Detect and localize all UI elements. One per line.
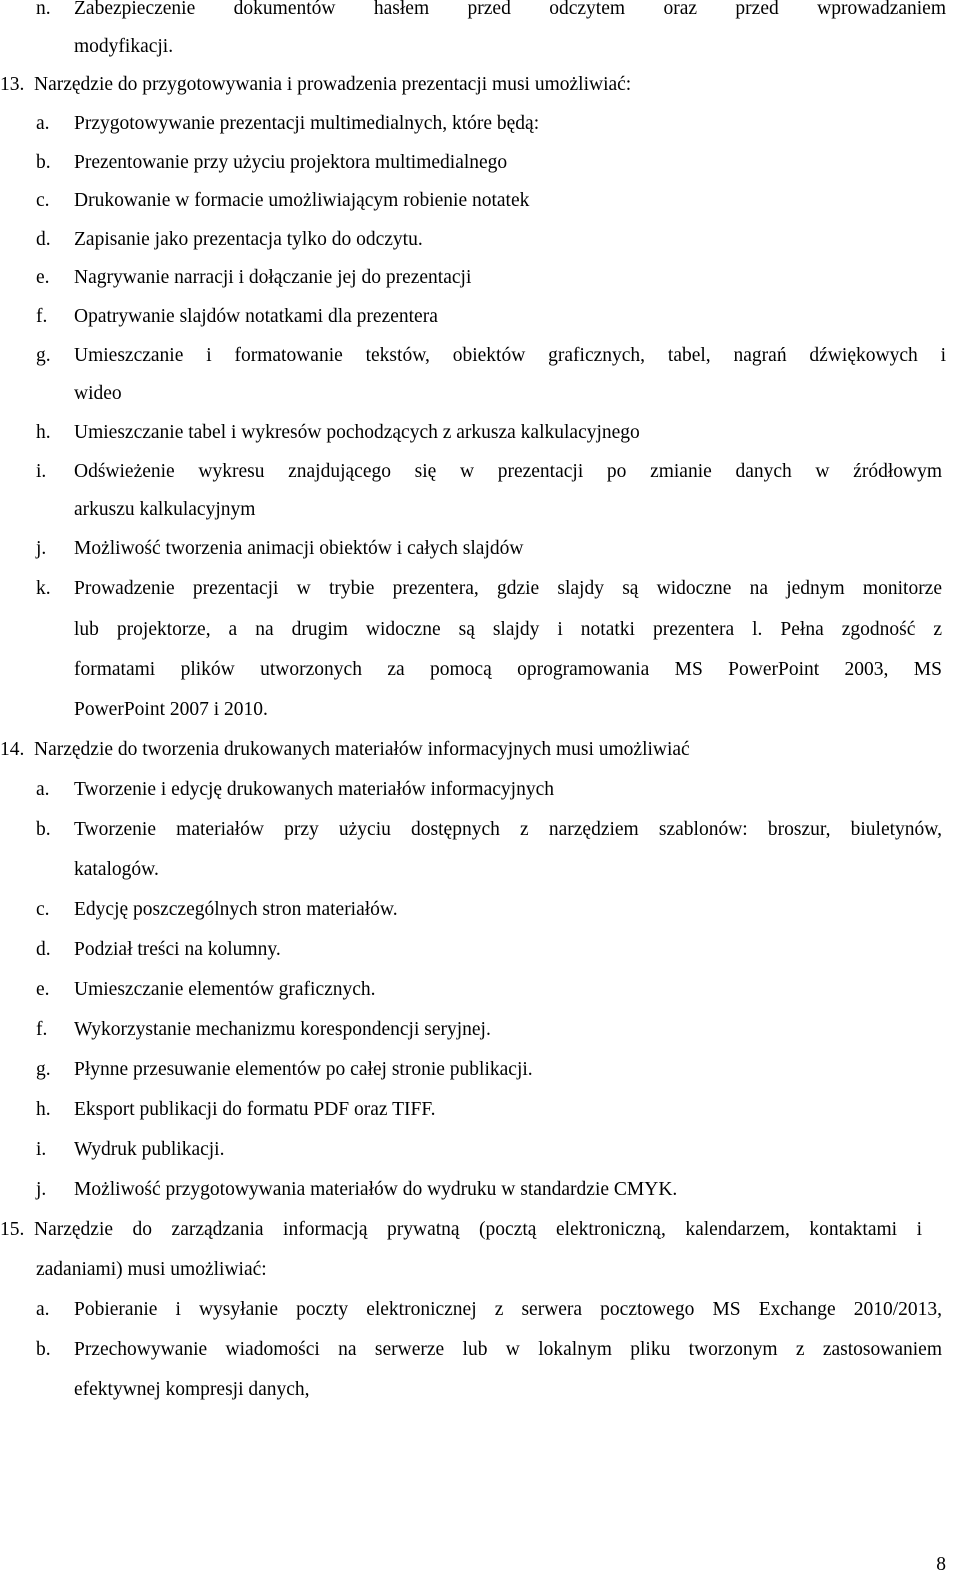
list-item-text: Tworzenie materiałów przy użyciu dostępnych z narzędziem szablonów: broszur, biuletynów,: [74, 819, 942, 840]
list-item-text: Prowadzenie prezentacji w trybie prezentera, gdzie slajdy są widoczne na jednym monitorze: [74, 578, 942, 599]
list-item-b: [36, 1338, 942, 1362]
list-item-h: [36, 1098, 436, 1122]
list-marker: i.: [36, 1139, 47, 1160]
list-item-text: Umieszczanie tabel i wykresów pochodzących z arkusza kalkulacyjnego: [74, 422, 640, 443]
list-marker: h.: [36, 422, 51, 443]
list-item-i: [36, 460, 942, 484]
list-marker: h.: [36, 1099, 51, 1120]
list-marker: a.: [36, 113, 50, 134]
list-item-d: [36, 228, 423, 252]
list-marker: j.: [36, 1179, 47, 1200]
list-item-text: Pobieranie i wysyłanie poczty elektronicznej z serwera pocztowego MS Exchange 2010/2013,: [74, 1299, 942, 1320]
section-number: 14.: [0, 739, 25, 760]
list-item-text: Zabezpieczenie dokumentów hasłem przed odczytem oraz przed wprowadzaniem: [74, 0, 946, 19]
page-number: 8: [936, 1554, 946, 1575]
section-heading-text: Narzędzie do przygotowywania i prowadzenia prezentacji musi umożliwiać:: [34, 74, 632, 95]
list-item-text: Umieszczanie elementów graficznych.: [74, 979, 376, 1000]
list-item-continuation: modyfikacji.: [74, 36, 174, 57]
section-number: 13.: [0, 74, 25, 95]
list-item-c: [36, 189, 529, 213]
section-13-heading: [0, 73, 631, 97]
list-marker: c.: [36, 899, 50, 920]
list-item-text: Przechowywanie wiadomości na serwerze lub w lokalnym pliku tworzonym z zastosowaniem: [74, 1339, 942, 1360]
list-item-text: Płynne przesuwanie elementów po całej stronie publikacji.: [74, 1059, 533, 1080]
list-item-text: Wykorzystanie mechanizmu korespondencji seryjnej.: [74, 1019, 491, 1040]
list-marker: k.: [36, 578, 51, 599]
section-heading-text: Narzędzie do tworzenia drukowanych materiałów informacyjnych musi umożliwiać: [34, 739, 690, 760]
list-marker: b.: [36, 152, 51, 173]
list-item-continuation: katalogów.: [74, 859, 159, 880]
list-item-c: [36, 898, 398, 922]
list-marker: n.: [36, 0, 51, 19]
list-item-continuation: formatami plików utworzonych za pomocą oprogramowania MS PowerPoint 2003, MS: [74, 659, 942, 680]
section-number: 15.: [0, 1219, 25, 1240]
section-heading-text: Narzędzie do zarządzania informacją prywatną (pocztą elektroniczną, kalendarzem, kontaktami i: [34, 1219, 922, 1240]
list-item-text: Tworzenie i edycję drukowanych materiałów informacyjnych: [74, 779, 554, 800]
list-item-b: [36, 151, 507, 175]
list-item-text: Drukowanie w formacie umożliwiającym robienie notatek: [74, 190, 530, 211]
section-14-heading: [0, 738, 690, 762]
list-item-a: [36, 778, 554, 802]
list-item-text: Możliwość tworzenia animacji obiektów i całych slajdów: [74, 538, 524, 559]
list-marker: e.: [36, 267, 50, 288]
list-item-f: [36, 1018, 491, 1042]
list-item-b: [36, 818, 942, 842]
list-marker: b.: [36, 1339, 51, 1360]
list-item-h: [36, 421, 640, 445]
list-item-text: Opatrywanie slajdów notatkami dla prezentera: [74, 306, 438, 327]
list-marker: b.: [36, 819, 51, 840]
list-item-g: [36, 344, 946, 368]
list-item-g: [36, 1058, 533, 1082]
list-marker: c.: [36, 190, 50, 211]
list-marker: j.: [36, 538, 47, 559]
list-marker: a.: [36, 779, 50, 800]
list-marker: e.: [36, 979, 50, 1000]
list-item-text: Odświeżenie wykresu znajdującego się w prezentacji po zmianie danych w źródłowym: [74, 461, 942, 482]
section-15-heading: [0, 1218, 922, 1242]
section-heading-continuation: zadaniami) musi umożliwiać:: [36, 1259, 267, 1280]
list-item-j: [36, 537, 523, 561]
list-item-continuation: PowerPoint 2007 i 2010.: [74, 699, 268, 720]
list-item-e: [36, 978, 376, 1002]
list-marker: i.: [36, 461, 47, 482]
list-item-continuation: efektywnej kompresji danych,: [74, 1379, 310, 1400]
list-item-i: [36, 1138, 224, 1162]
list-item-f: [36, 305, 438, 329]
list-marker: g.: [36, 1059, 51, 1080]
list-item-e: [36, 266, 471, 290]
list-item-k: [36, 577, 942, 601]
list-item-text: Eksport publikacji do formatu PDF oraz TIFF.: [74, 1099, 436, 1120]
list-item-text: Zapisanie jako prezentacja tylko do odczytu.: [74, 229, 423, 250]
list-item-text: Przygotowywanie prezentacji multimedialnych, które będą:: [74, 113, 540, 134]
list-item-text: Edycję poszczególnych stron materiałów.: [74, 899, 398, 920]
list-marker: d.: [36, 229, 51, 250]
list-item-text: Nagrywanie narracji i dołączanie jej do prezentacji: [74, 267, 472, 288]
list-item-a: [36, 1298, 942, 1322]
list-marker: a.: [36, 1299, 50, 1320]
list-item-text: Podział treści na kolumny.: [74, 939, 281, 960]
list-item-text: Wydruk publikacji.: [74, 1139, 225, 1160]
list-marker: f.: [36, 1019, 48, 1040]
list-item-a: [36, 112, 539, 136]
list-item-continuation: lub projektorze, a na drugim widoczne są slajdy i notatki prezentera l. Pełna zgodność z: [74, 619, 942, 640]
list-item-n: [36, 0, 946, 21]
list-item-continuation: arkuszu kalkulacyjnym: [74, 499, 256, 520]
list-marker: g.: [36, 345, 51, 366]
list-item-text: Możliwość przygotowywania materiałów do wydruku w standardzie CMYK.: [74, 1179, 678, 1200]
list-item-text: Umieszczanie i formatowanie tekstów, obiektów graficznych, tabel, nagrań dźwiękowych i: [74, 345, 946, 366]
list-marker: d.: [36, 939, 51, 960]
list-item-continuation: wideo: [74, 383, 122, 404]
list-marker: f.: [36, 306, 48, 327]
list-item-text: Prezentowanie przy użyciu projektora multimedialnego: [74, 152, 508, 173]
list-item-j: [36, 1178, 677, 1202]
list-item-d: [36, 938, 281, 962]
